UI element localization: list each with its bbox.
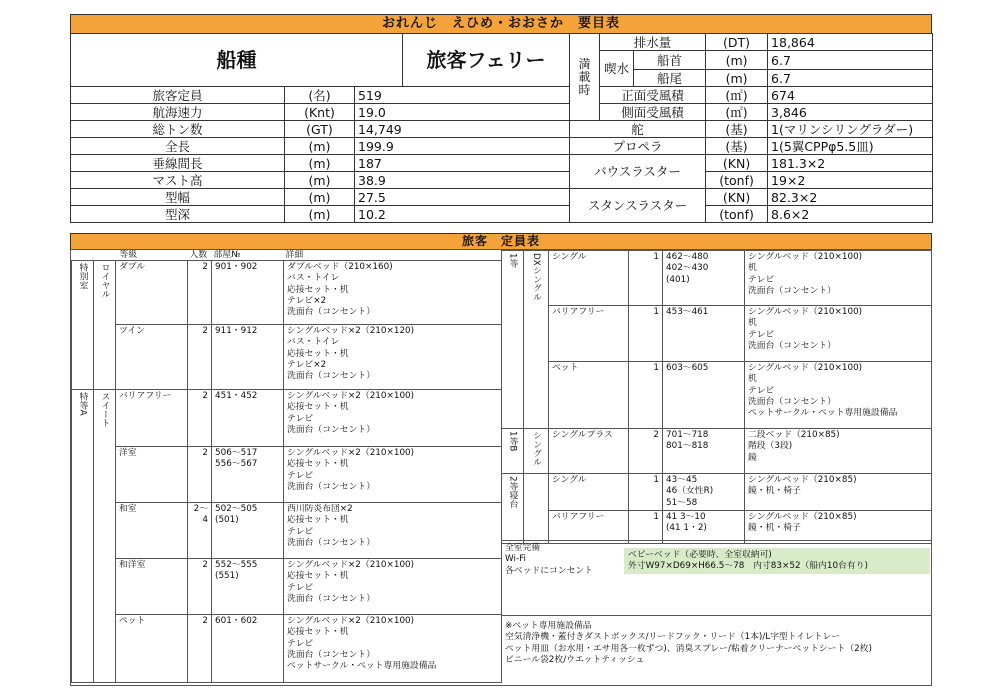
spec-title: おれんじ えひめ・おおさか 要目表 <box>70 14 932 34</box>
header-count: 人数 <box>188 250 212 261</box>
room-type: シングル <box>549 474 629 511</box>
full-load-label: 満載時 <box>570 34 600 121</box>
stern-thruster-label: スタンスラスター <box>570 189 706 223</box>
lpp-label: 垂線間長 <box>71 155 285 172</box>
group-special-room: 特別室 <box>72 261 94 390</box>
room-count: 2 <box>188 615 212 683</box>
room-type: バリアフリー <box>549 510 629 543</box>
room-detail: シングルベッド×2（210×100) 応接セット・机 テレビ 洗面台（コンセント） ペットサークル・ペット専用施設備品 <box>284 615 502 683</box>
stern-thruster-unit2: (tonf) <box>706 206 768 223</box>
room-count: 1 <box>629 362 663 429</box>
propeller-value: 1(5翼CPPφ5.5皿) <box>768 138 933 155</box>
room-numbers: 451・452 <box>212 390 284 447</box>
mast-label: マスト高 <box>71 172 285 189</box>
room-numbers: 901・902 <box>212 261 284 325</box>
room-count: 2 <box>629 429 663 474</box>
stern-draft-unit: (m) <box>706 70 768 87</box>
berth-right-table <box>501 250 932 544</box>
pet-note: ※ペット専用施設備品 空気清浄機・蓋付きダストボックス/リードフック・リード（1本)/L字型トイレトレー ペット用皿（お水用・エサ用各一枚ずつ)、消臭スプレー/粘着クリーナーペットシート（2枚) ビニール袋2枚/ウエットティッシュ <box>505 621 872 665</box>
room-type: 洋室 <box>116 447 188 503</box>
speed-unit: (Knt) <box>285 104 355 121</box>
group-second-class: 2等寝台 <box>502 474 524 544</box>
group-suite: スイート <box>94 390 116 683</box>
capacity-value: 519 <box>355 87 570 104</box>
group-single: シングル <box>524 429 549 474</box>
side-area-unit: (㎡) <box>706 104 768 121</box>
berth-left-table <box>71 250 502 683</box>
header-room: 部屋№ <box>212 250 284 261</box>
group-special-a: 特等A <box>72 390 94 683</box>
room-type: バリアフリー <box>116 390 188 447</box>
room-detail: ダブルベッド（210×160) バス・トイレ 応接セット・机 テレビ×2 洗面台（コンセント） <box>284 261 502 325</box>
room-detail: シングルベッド（210×100) 机 テレビ 洗面台（コンセント） <box>745 306 932 362</box>
depth-unit: (m) <box>285 206 355 223</box>
depth-value: 10.2 <box>355 206 570 223</box>
group-first-class: 1等 <box>502 251 524 429</box>
stern-thruster-unit1: (KN) <box>706 189 768 206</box>
bow-thruster-label: バウスラスター <box>570 155 706 189</box>
bow-draft-value: 6.7 <box>768 51 933 70</box>
room-numbers: 603〜605 <box>663 362 745 429</box>
displacement-label: 排水量 <box>600 34 706 51</box>
room-detail: シングルベッド×2（210×100) 応接セット・机 テレビ 洗面台（コンセント） <box>284 390 502 447</box>
room-numbers: 502〜505 (501) <box>212 503 284 559</box>
baby-bed-note: ベビーベッド（必要時、全室収納可) 外寸W97×D69×H66.5〜78 内寸83×52（船内10台有り) <box>628 550 868 572</box>
capacity-label: 旅客定員 <box>71 87 285 104</box>
room-numbers: 911・912 <box>212 325 284 390</box>
ship-type-value: 旅客フェリー <box>403 34 570 87</box>
breadth-value: 27.5 <box>355 189 570 206</box>
room-count: 1 <box>629 510 663 543</box>
room-detail: 西川防炎布団×2 応接セット・机 テレビ 洗面台（コンセント） <box>284 503 502 559</box>
room-type: シングルプラス <box>549 429 629 474</box>
mast-unit: (m) <box>285 172 355 189</box>
length-value: 199.9 <box>355 138 570 155</box>
room-type: ツイン <box>116 325 188 390</box>
front-area-label: 正面受風積 <box>600 87 706 104</box>
breadth-label: 型幅 <box>71 189 285 206</box>
room-type: 和室 <box>116 503 188 559</box>
room-detail: シングルベッド（210×100) 机 テレビ 洗面台（コンセント） ペットサークル・ペット専用施設備品 <box>745 362 932 429</box>
room-numbers: 453〜461 <box>663 306 745 362</box>
room-numbers: 701〜718 801〜818 <box>663 429 745 474</box>
bow-thruster-unit2: (tonf) <box>706 172 768 189</box>
room-count: 1 <box>629 474 663 511</box>
ship-type-label: 船種 <box>71 34 403 87</box>
stern-thruster-value2: 8.6×2 <box>768 206 933 223</box>
room-numbers: 552〜555 (551) <box>212 559 284 615</box>
room-detail: 二段ベッド（210×85) 階段（3段) 鏡 <box>745 429 932 474</box>
displacement-unit: (DT) <box>706 34 768 51</box>
all-rooms-note: 全室完備 Wi-Fi 各ベッドにコンセント <box>505 543 593 576</box>
room-count: 2 <box>188 390 212 447</box>
group-royal: ロイヤル <box>94 261 116 390</box>
group-dx-single: DXシングル <box>524 251 549 429</box>
gross-tonnage-value: 14,749 <box>355 121 570 138</box>
room-detail: シングルベッド×2（210×100) 応接セット・机 テレビ 洗面台（コンセント） <box>284 559 502 615</box>
rudder-label: 舵 <box>570 121 706 138</box>
bow-draft-unit: (m) <box>706 51 768 70</box>
room-numbers: 506〜517 556〜567 <box>212 447 284 503</box>
room-count: 2 <box>188 261 212 325</box>
room-count: 2〜4 <box>188 503 212 559</box>
stern-draft-value: 6.7 <box>768 70 933 87</box>
length-unit: (m) <box>285 138 355 155</box>
room-count: 2 <box>188 559 212 615</box>
stern-thruster-value1: 82.3×2 <box>768 189 933 206</box>
room-numbers: 43〜45 46（女性R) 51〜58 <box>663 474 745 511</box>
group-first-b: 1等B <box>502 429 524 474</box>
bow-thruster-unit1: (KN) <box>706 155 768 172</box>
room-count: 1 <box>629 251 663 306</box>
room-type: ペット <box>116 615 188 683</box>
displacement-value: 18,864 <box>768 34 933 51</box>
room-type: シングル <box>549 251 629 306</box>
lpp-unit: (m) <box>285 155 355 172</box>
room-numbers: 462〜480 402〜430 (401) <box>663 251 745 306</box>
length-label: 全長 <box>71 138 285 155</box>
propeller-unit: (基) <box>706 138 768 155</box>
speed-value: 19.0 <box>355 104 570 121</box>
gross-tonnage-label: 総トン数 <box>71 121 285 138</box>
room-type: ダブル <box>116 261 188 325</box>
spec-table <box>70 33 933 223</box>
room-count: 2 <box>188 447 212 503</box>
room-count: 1 <box>629 306 663 362</box>
front-area-unit: (㎡) <box>706 87 768 104</box>
speed-label: 航海速力 <box>71 104 285 121</box>
capacity-unit: (名) <box>285 87 355 104</box>
bow-draft-label: 船首 <box>634 51 706 70</box>
room-detail: シングルベッド（210×100) 机 テレビ 洗面台（コンセント） <box>745 251 932 306</box>
room-numbers: 41 3〜10 (41 1・2) <box>663 510 745 543</box>
rudder-unit: (基) <box>706 121 768 138</box>
header-grade: 等級 <box>72 250 188 261</box>
stern-draft-label: 船尾 <box>634 70 706 87</box>
room-detail: シングルベッド（210×85) 鏡・机・椅子 <box>745 474 932 511</box>
berth-title: 旅客 定員表 <box>70 233 932 250</box>
room-count: 2 <box>188 325 212 390</box>
mast-value: 38.9 <box>355 172 570 189</box>
room-type: 和洋室 <box>116 559 188 615</box>
draft-label: 喫水 <box>600 51 634 87</box>
depth-label: 型深 <box>71 206 285 223</box>
gross-tonnage-unit: (GT) <box>285 121 355 138</box>
room-numbers: 601・602 <box>212 615 284 683</box>
bow-thruster-value2: 19×2 <box>768 172 933 189</box>
room-type: ペット <box>549 362 629 429</box>
room-type: バリアフリー <box>549 306 629 362</box>
front-area-value: 674 <box>768 87 933 104</box>
side-area-label: 側面受風積 <box>600 104 706 121</box>
room-detail: シングルベッド（210×85) 鏡・机・椅子 <box>745 510 932 543</box>
bow-thruster-value1: 181.3×2 <box>768 155 933 172</box>
propeller-label: プロペラ <box>570 138 706 155</box>
room-detail: シングルベッド×2（210×100) 応接セット・机 テレビ 洗面台（コンセント） <box>284 447 502 503</box>
header-detail: 詳細 <box>284 250 502 261</box>
group-blank <box>524 474 549 544</box>
lpp-value: 187 <box>355 155 570 172</box>
side-area-value: 3,846 <box>768 104 933 121</box>
room-detail: シングルベッド×2（210×120) バス・トイレ 応接セット・机 テレビ×2 洗面台（コンセント） <box>284 325 502 390</box>
rudder-value: 1(マリンシリングラダー) <box>768 121 933 138</box>
breadth-unit: (m) <box>285 189 355 206</box>
